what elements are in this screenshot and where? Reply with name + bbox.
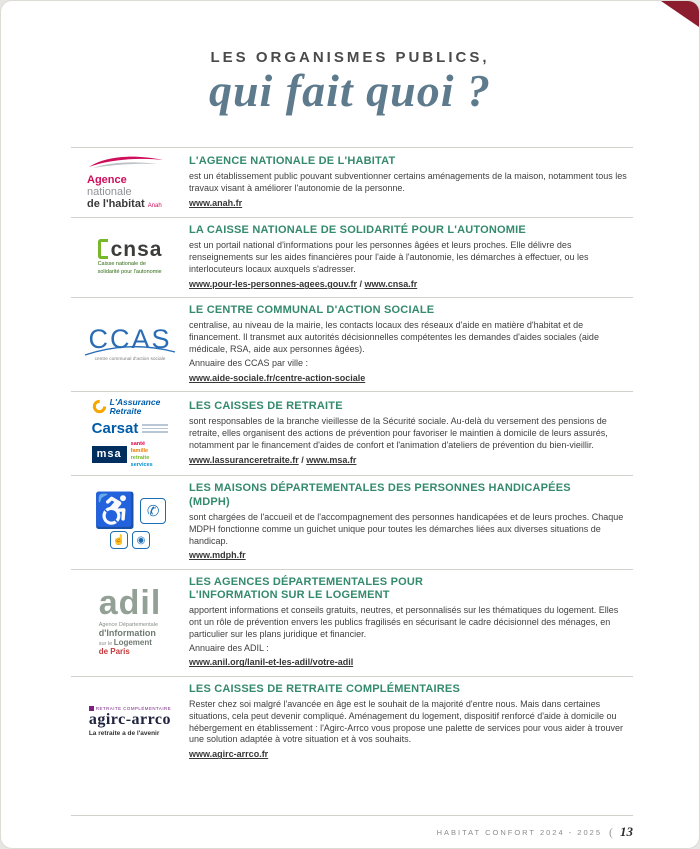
org-section-anah (71, 147, 633, 217)
cnsa-logo-sub1: Caisse nationale de (97, 260, 146, 267)
adil-logo (98, 584, 162, 657)
anah-logo (87, 154, 173, 210)
section-link[interactable]: www.anah.fr (189, 198, 243, 209)
footer-separator: ( (609, 824, 613, 839)
organisms-list (1, 147, 699, 848)
anah-swoosh-icon (87, 154, 165, 169)
msa-word-famille: famille (130, 447, 149, 454)
corner-triangle-decoration (661, 1, 699, 27)
msa-logo (92, 441, 169, 469)
section-heading: LES CAISSES DE RETRAITE COMPLÉMENTAIRES (189, 682, 461, 695)
adil-logo-paris: de Paris (98, 647, 130, 657)
adil-logo-sub2: d'Information (98, 627, 156, 638)
carsat-logo-name: Carsat (91, 419, 139, 437)
section-body: sont chargées de l'accueil et de l'accompagnement des personnes handicapées et de leurs proches. Chaque MDPH fonctionne comme un guichet unique pour toutes les démarches liées aux diverses situations de handicap. (189, 511, 624, 546)
section-links (189, 748, 633, 760)
section-heading: LE CENTRE COMMUNAL D'ACTION SOCIALE (189, 304, 435, 317)
msa-word-services: services (130, 461, 153, 468)
org-section-cnsa (71, 217, 633, 297)
adil-logo-sub1: Agence Départementale (98, 621, 159, 628)
org-section-adil (71, 569, 633, 676)
cnsa-bracket-icon (98, 239, 108, 259)
phone-icon: ✆ (140, 498, 166, 524)
page-subtitle: qui fait quoi ? (208, 65, 492, 116)
adil-logo-sub3: sur le Logement (98, 638, 152, 648)
cnsa-logo-name: cnsa (110, 237, 163, 261)
section-heading: LES MAISONS DÉPARTEMENTALES DES PERSONNES HANDICAPÉES (MDPH) (189, 482, 571, 508)
agirc-arrco-logo (89, 706, 171, 736)
section-links (189, 372, 633, 384)
section-links (189, 656, 633, 668)
assurance-retraite-line2: Retraite (109, 405, 142, 416)
adil-logo-name: adil (98, 584, 162, 623)
assurance-retraite-line1: L'Assurance (109, 397, 161, 408)
section-note: Annuaire des CCAS par ville : (189, 358, 309, 369)
org-section-agirc-arrco (71, 676, 633, 768)
section-link[interactable]: www.cnsa.fr (364, 279, 418, 290)
adil-logo-logement: Logement (113, 638, 152, 648)
eye-icon: ◉ (132, 531, 150, 549)
section-links (189, 197, 633, 209)
anah-logo-line2: nationale (87, 186, 132, 199)
masthead (1, 1, 699, 147)
person-icon: ☝ (110, 531, 128, 549)
section-body: sont responsables de la branche vieillesse de la Sécurité sociale. Au-delà du versement des pensions de retraite, elles organisent des actions de prévention pour favoriser le maintien à domicile de leurs assurés, notamment par le financement d'aides de confort et l'animation d'ateliers de prévention du bien-vieillir. (189, 416, 608, 451)
link-separator: / (357, 279, 365, 290)
mdph-logo (94, 494, 166, 549)
section-link[interactable]: www.msa.fr (306, 455, 357, 466)
footer-label: HABITAT CONFORT 2024 - 2025 (436, 827, 602, 837)
agirc-logo-topline: RETRAITE COMPLÉMENTAIRE (95, 706, 172, 712)
section-body: est un portail national d'informations pour les personnes âgées et leurs proches. Elle délivre des renseignements sur les aides financières pour l'aide à l'autonomie, les démarches à effectuer, ou les interlocuteurs locaux auxquels s'adresser. (189, 240, 589, 275)
assurance-retraite-swirl-icon (92, 399, 107, 414)
page-footer (71, 815, 633, 848)
section-links (189, 454, 633, 466)
section-link[interactable]: www.lassuranceretraite.fr (189, 455, 299, 466)
org-section-mdph (71, 475, 633, 568)
page-title: LES ORGANISMES PUBLICS, (210, 49, 490, 66)
agirc-logo-name: agirc-arrco (88, 711, 172, 729)
anah-logo-tag: Anah (147, 203, 162, 210)
anah-logo-line1: Agence (87, 174, 127, 186)
org-section-caisses-retraite (71, 391, 633, 475)
section-heading: LA CAISSE NATIONALE DE SOLIDARITÉ POUR L'AUTONOMIE (189, 224, 526, 237)
msa-word-retraite: retraite (130, 454, 150, 461)
org-section-ccas (71, 297, 633, 391)
section-body: centralise, au niveau de la mairie, les contacts locaux des réseaux d'aide en matière d'habitat et de financement. Il transmet aux autorités décisionnelles compétentes les demandes d'aides sociales (aide médicale, RSA, aide aux personnes âgées). (189, 320, 599, 355)
section-link[interactable]: www.pour-les-personnes-agees.gouv.fr (189, 279, 358, 290)
ccas-logo-name: CCAS (88, 324, 172, 355)
section-note: Annuaire des ADIL : (189, 642, 269, 653)
caisses-retraite-logos (92, 398, 169, 468)
section-heading: LES AGENCES DÉPARTEMENTALES POUR L'INFORMATION SUR LE LOGEMENT (189, 575, 424, 601)
link-separator: / (298, 455, 307, 466)
cnsa-logo (98, 239, 163, 276)
ccas-logo-sub: centre communal d'action sociale (94, 357, 166, 363)
section-link[interactable]: www.anil.org/lanil-et-les-adil/votre-adil (189, 657, 354, 668)
assurance-retraite-logo (92, 398, 169, 416)
section-heading: L'AGENCE NATIONALE DE L'HABITAT (189, 155, 396, 168)
wheelchair-icon: ♿ (93, 492, 137, 531)
section-link[interactable]: www.agirc-arrco.fr (189, 749, 269, 760)
section-body: Rester chez soi malgré l'avancée en âge est le souhait de la majorité d'entre nous. Mais dans certaines situations, cela peut devenir compliqué. Aménagement du logement, dispositif renforcé d'aide à domicile ou hébergement en établissement : l'Agirc-Arrco vous propose une palette de services pour vous aider à trouver une solution adaptée à votre situation et à vos souhaits. (189, 698, 623, 745)
section-body: apportent informations et conseils gratuits, neutres, et personnalisés sur les thématiques du logement. Elles ont un rôle de prévention envers les publics fragilisés en sécurisant le cadre décisionnel des ménages, en particulier sur les plans juridique et financier. (189, 604, 619, 639)
section-link[interactable]: www.aide-sociale.fr/centre-action-sociale (189, 372, 366, 383)
agirc-logo-tagline: La retraite a de l'avenir (88, 729, 160, 737)
section-links (189, 549, 633, 561)
page-number: 13 (620, 824, 633, 839)
ccas-logo (84, 326, 176, 362)
anah-logo-line3: de l'habitat Anah (87, 198, 162, 211)
carsat-logo (92, 421, 169, 436)
carsat-smalltext-decoration (142, 422, 168, 435)
cnsa-logo-sub2: solidarité pour l'autonomie (97, 268, 162, 275)
section-links (189, 278, 633, 290)
msa-word-sante: santé (130, 440, 146, 447)
msa-logo-name: msa (92, 446, 127, 463)
section-body: est un établissement public pouvant subventionner certains aménagements de la maison, notamment tous les travaux visant à améliorer l'autonomie de la personne. (189, 171, 627, 194)
section-link[interactable]: www.mdph.fr (189, 550, 246, 561)
section-heading: LES CAISSES DE RETRAITE (189, 400, 343, 413)
